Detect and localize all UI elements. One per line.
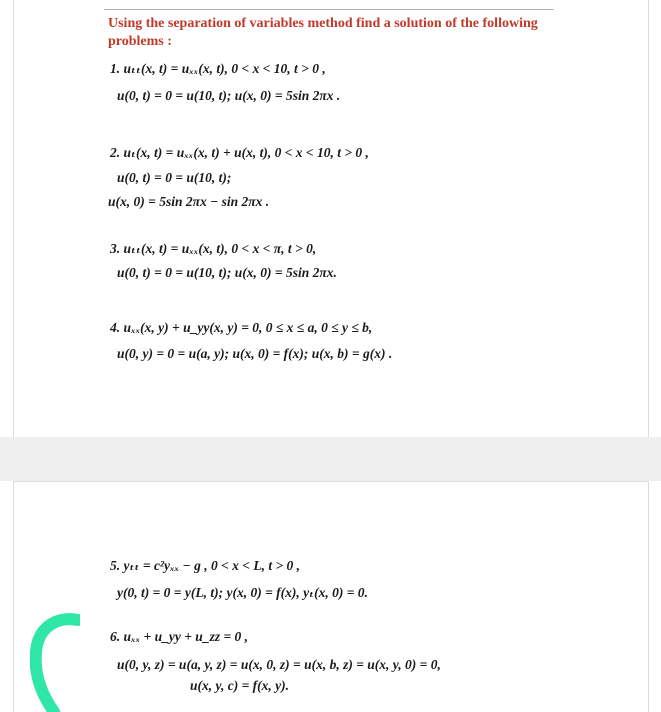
problem-5-conditions: y(0, t) = 0 = y(L, t); y(x, 0) = f(x), yₜ(x, 0) = 0. bbox=[117, 585, 368, 600]
problem-3-equation: 3. uₜₜ(x, t) = uₓₓ(x, t), 0 < x < π, t > 0, bbox=[110, 241, 317, 256]
problem-6-top-boundary: u(x, y, c) = f(x, y). bbox=[190, 678, 290, 693]
divider bbox=[104, 9, 554, 10]
problem-6-boundary: u(0, y, z) = u(a, y, z) = u(x, 0, z) = u(x, b, z) = u(x, y, 0) = 0, bbox=[117, 657, 441, 672]
problem-2-equation: 2. uₜ(x, t) = uₓₓ(x, t) + u(x, t), 0 < x < 10, t > 0 , bbox=[110, 145, 369, 160]
document-heading: Using the separation of variables method find a solution of the following problems : bbox=[108, 16, 538, 49]
page-gap bbox=[0, 437, 661, 481]
problem-6-equation: 6. uₓₓ + u_yy + u_zz = 0 , bbox=[110, 629, 249, 644]
problem-4-conditions: u(0, y) = 0 = u(a, y); u(x, 0) = f(x); u(x, b) = g(x) . bbox=[117, 346, 393, 361]
highlighter-mark bbox=[30, 612, 80, 712]
problem-3-conditions: u(0, t) = 0 = u(10, t); u(x, 0) = 5sin 2πx. bbox=[117, 265, 337, 280]
problem-2-boundary: u(0, t) = 0 = u(10, t); bbox=[117, 170, 232, 185]
problem-1-equation: 1. uₜₜ(x, t) = uₓₓ(x, t), 0 < x < 10, t > 0 , bbox=[110, 61, 326, 76]
problem-1-conditions: u(0, t) = 0 = u(10, t); u(x, 0) = 5sin 2πx . bbox=[117, 88, 341, 103]
problem-2-initial: u(x, 0) = 5sin 2πx − sin 2πx . bbox=[108, 194, 270, 209]
problem-4-equation: 4. uₓₓ(x, y) + u_yy(x, y) = 0, 0 ≤ x ≤ a, 0 ≤ y ≤ b, bbox=[110, 320, 373, 335]
page-1 bbox=[13, 0, 649, 438]
problem-5-equation: 5. yₜₜ = c²yₓₓ − g , 0 < x < L, t > 0 , bbox=[110, 558, 301, 573]
